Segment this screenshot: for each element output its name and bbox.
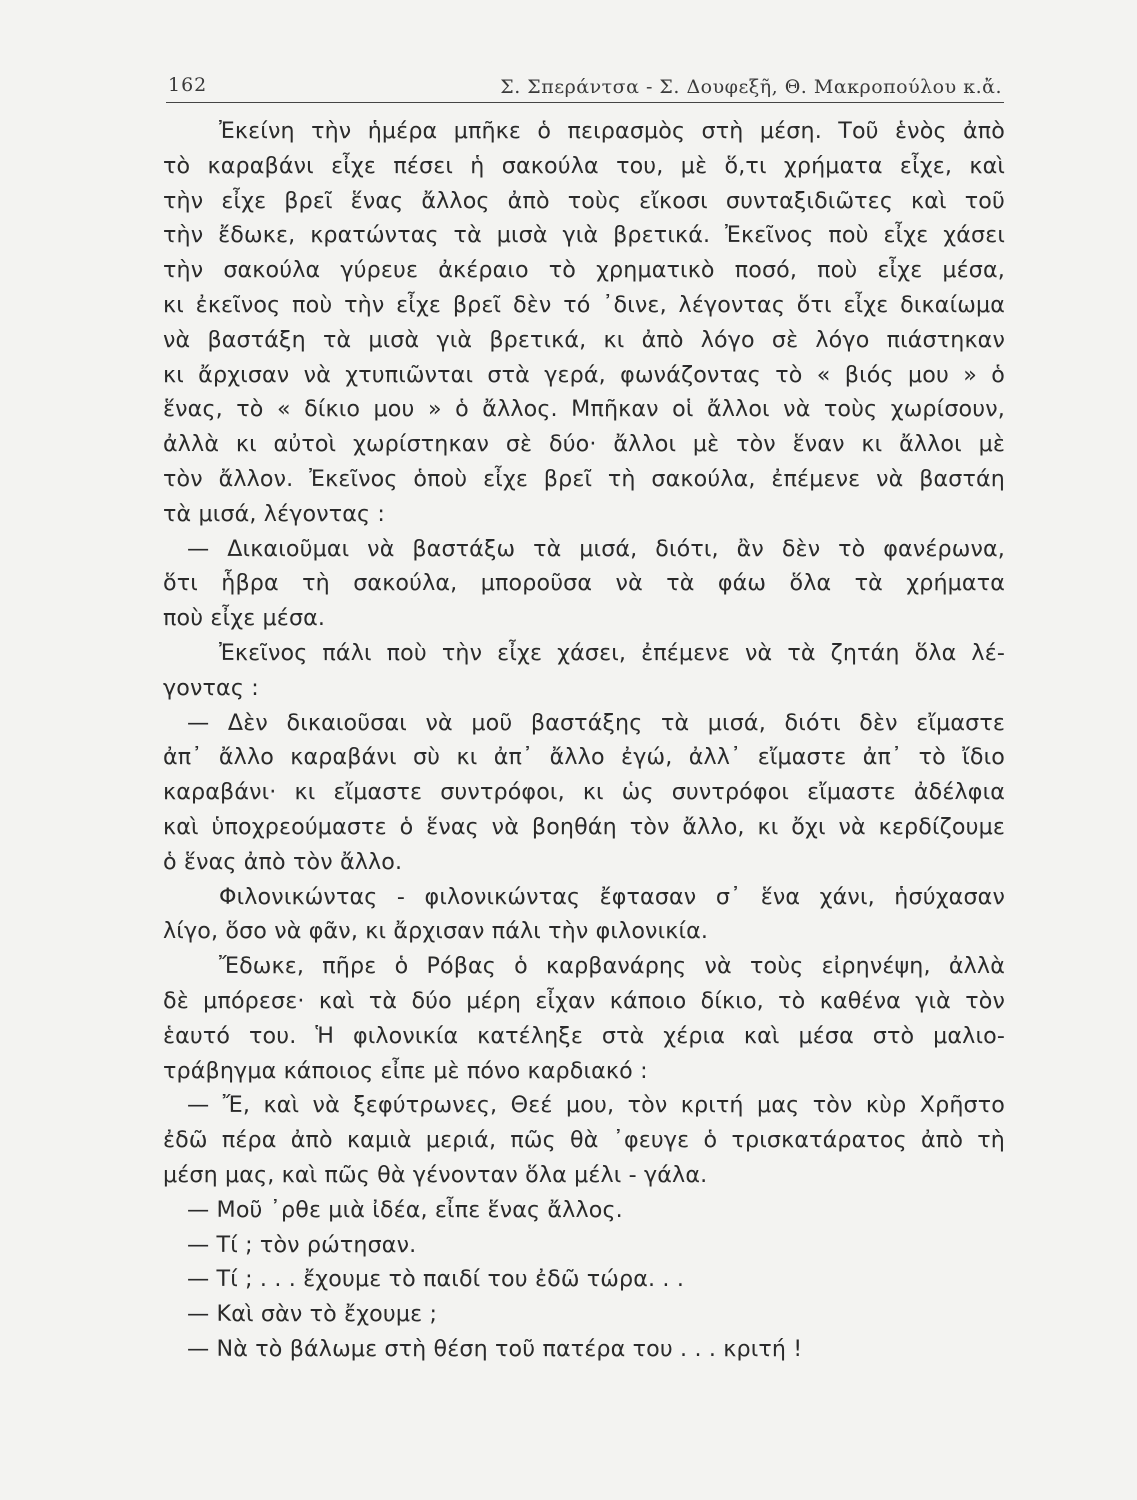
text-line: κι ἐκεῖνος ποὺ τὴν εἶχε βρεῖ δὲν τό ᾽δινε, λέγοντας ὅτι εἶχε δικαίωμα (163, 291, 1005, 318)
text-line: κι ἄρχισαν νὰ χτυπιῶνται στὰ γερά, φωνάζοντας τὸ « βιός μου » ὁ (163, 361, 1005, 388)
text-line: λίγο, ὅσο νὰ φᾶν, κι ἄρχισαν πάλι τὴν φιλονικία. (163, 918, 709, 945)
dialogue-line: — Δὲν δικαιοῦσαι νὰ μοῦ βαστάξης τὰ μισά, διότι δὲν εἴμαστε (187, 709, 1005, 736)
text-line: ἀπ᾽ ἄλλο καραβάνι σὺ κι ἀπ᾽ ἄλλο ἐγώ, ἀλλ᾽ εἴμαστε ἀπ᾽ τὸ ἴδιο (163, 744, 1005, 771)
dialogue-line: — Καὶ σὰν τὸ ἔχουμε ; (187, 1301, 438, 1328)
dialogue-line: — Τί ; . . . ἔχουμε τὸ παιδί του ἐδῶ τώρα. . . (187, 1266, 685, 1293)
text-line: Ἐκεῖνος πάλι ποὺ τὴν εἶχε χάσει, ἐπέμενε νὰ τὰ ζητάη ὅλα λέ- (219, 639, 1005, 666)
text-line: μέση μας, καὶ πῶς θὰ γένονταν ὅλα μέλι - γάλα. (163, 1161, 708, 1188)
text-line: ὅτι ἧβρα τὴ σακούλα, μποροῦσα νὰ τὰ φάω ὅλα τὰ χρήματα (163, 570, 1005, 597)
text-line: τὴν ἔδωκε, κρατώντας τὰ μισὰ γιὰ βρετικά. Ἐκεῖνος ποὺ εἶχε χάσει (163, 222, 1005, 249)
text-line: δὲ μπόρεσε· καὶ τὰ δύο μέρη εἶχαν κάποιο δίκιο, τὸ καθένα γιὰ τὸν (163, 987, 1005, 1014)
text-line: τὴν εἶχε βρεῖ ἕνας ἄλλος ἀπὸ τοὺς εἴκοσι συνταξιδιῶτες καὶ τοῦ (163, 187, 1005, 214)
text-line: καὶ ὑποχρεούμαστε ὁ ἕνας νὰ βοηθάη τὸν ἄλλο, κι ὄχι νὰ κερδίζουμε (163, 813, 1005, 840)
dialogue-line: — Νὰ τὸ βάλωμε στὴ θέση τοῦ πατέρα του . . . κριτή ! (187, 1335, 803, 1362)
text-line: ἐδῶ πέρα ἀπὸ καμιὰ μεριά, πῶς θὰ ᾽φευγε ὁ τρισκατάρατος ἀπὸ τὴ (163, 1127, 1005, 1154)
text-line: ὁ ἕνας ἀπὸ τὸν ἄλλο. (163, 848, 403, 875)
text-line: Ἐκείνη τὴν ἡμέρα μπῆκε ὁ πειρασμὸς στὴ μέση. Τοῦ ἑνὸς ἀπὸ (219, 118, 1005, 144)
text-line: ἀλλὰ κι αὐτοὶ χωρίστηκαν σὲ δύο· ἄλλοι μὲ τὸν ἕναν κι ἄλλοι μὲ (163, 431, 1005, 458)
text-line: νὰ βαστάξη τὰ μισὰ γιὰ βρετικά, κι ἀπὸ λόγο σὲ λόγο πιάστηκαν (163, 326, 1005, 353)
text-line: ἕνας, τὸ « δίκιο μου » ὁ ἄλλος. Μπῆκαν οἱ ἄλλοι νὰ τοὺς χωρίσουν, (163, 396, 1005, 423)
text-line: τράβηγμα κάποιος εἶπε μὲ πόνο καρδιακό : (163, 1057, 648, 1084)
text-line: τὴν σακούλα γύρευε ἀκέραιο τὸ χρηματικὸ ποσό, ποὺ εἶχε μέσα, (163, 257, 1005, 284)
text-line: ποὺ εἶχε μέσα. (163, 605, 326, 632)
page-header (166, 72, 1004, 103)
text-line: καραβάνι· κι εἴμαστε συντρόφοι, κι ὡς συντρόφοι εἴμαστε ἀδέλφια (163, 779, 1005, 806)
dialogue-line: — Δικαιοῦμαι νὰ βαστάξω τὰ μισά, διότι, ἂν δὲν τὸ φανέρωνα, (187, 535, 1005, 562)
dialogue-line: — Τί ; τὸν ρώτησαν. (187, 1231, 417, 1258)
text-line: γοντας : (163, 674, 259, 701)
text-line: Ἔδωκε, πῆρε ὁ Ρόβας ὁ καρβανάρης νὰ τοὺς εἰρηνέψη, ἀλλὰ (219, 953, 1005, 980)
text-line: Φιλονικώντας - φιλονικώντας ἔφτασαν σ᾽ ἕνα χάνι, ἡσύχασαν (219, 883, 1005, 910)
body-text (163, 114, 1005, 1367)
text-line: τὸ καραβάνι εἶχε πέσει ἡ σακούλα του, μὲ ὅ,τι χρήματα εἶχε, καὶ (163, 152, 1005, 179)
page-number: 162 (168, 74, 208, 96)
text-line: τὰ μισά, λέγοντας : (163, 500, 386, 527)
text-line: τὸν ἄλλον. Ἐκεῖνος ὁποὺ εἶχε βρεῖ τὴ σακούλα, ἐπέμενε νὰ βαστάη (163, 465, 1005, 492)
text-line: ἑαυτό του. Ἡ φιλονικία κατέληξε στὰ χέρια καὶ μέσα στὸ μαλιο- (163, 1022, 1005, 1049)
running-head: Σ. Σπεράντσα - Σ. Δουφεξῆ, Θ. Μακροπούλου κ.ἄ. (500, 76, 1002, 98)
dialogue-line: — Μοῦ ᾽ρθε μιὰ ἰδέα, εἶπε ἕνας ἄλλος. (187, 1196, 623, 1223)
dialogue-line: — Ἔ, καὶ νὰ ξεφύτρωνες, Θεέ μου, τὸν κριτή μας τὸν κὺρ Χρῆστο (187, 1092, 1005, 1119)
